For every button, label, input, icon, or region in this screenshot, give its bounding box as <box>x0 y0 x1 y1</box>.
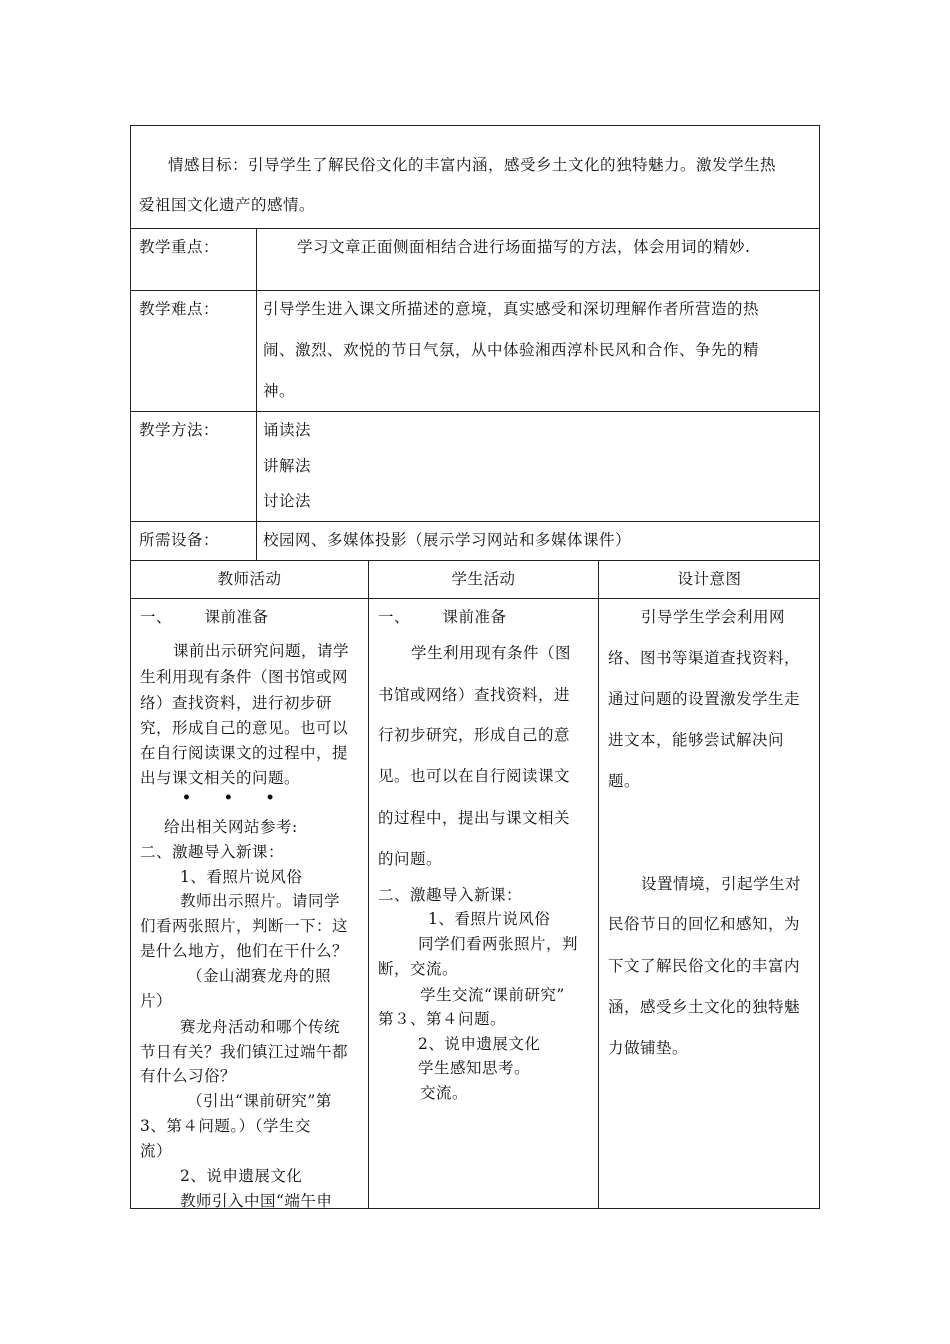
teacher-line: 一、 课前准备 <box>140 608 269 626</box>
teacher-column-divider <box>368 560 369 1209</box>
student-activity-header: 学生活动 <box>451 570 516 588</box>
intent-line: 题。 <box>608 772 641 790</box>
emotion-goal-line-1: 情感目标：引导学生了解民俗文化的丰富内涵，感受乡土文化的独特魅力。激发学生热 <box>168 156 777 174</box>
row-divider <box>130 290 820 291</box>
intent-line: 涵，感受乡土文化的独特魅 <box>608 998 801 1016</box>
key-points-text: 学习文章正面侧面相结合进行场面描写的方法，体会用词的精妙. <box>297 238 751 256</box>
intent-line: 通过问题的设置激发学生走 <box>608 690 801 708</box>
label-column-divider <box>256 228 257 560</box>
teacher-line: 教师引入中国“端午申 <box>180 1192 333 1210</box>
teacher-line: （金山湖赛龙舟的照 <box>187 967 332 985</box>
design-intent-header: 设计意图 <box>677 570 742 588</box>
teacher-line: 在自行阅读课文的过程中，提 <box>140 744 349 762</box>
teacher-line: 络）查找资料，进行初步研 <box>140 694 333 712</box>
teacher-line: 1、看照片说风俗 <box>180 868 303 886</box>
intent-line: 进文本，能够尝试解决问 <box>608 731 785 749</box>
method-discuss: 讨论法 <box>263 492 312 510</box>
student-line: 1、看照片说风俗 <box>428 910 551 928</box>
intent-line: 民俗节日的回忆和感知，为 <box>608 915 801 933</box>
student-line: 行初步研究，形成自己的意 <box>378 726 571 744</box>
teacher-activity-header: 教师活动 <box>217 570 282 588</box>
methods-label: 教学方法： <box>139 421 220 439</box>
teacher-line: 有什么习俗？ <box>140 1067 237 1085</box>
teacher-line: 节日有关？我们镇江过端午都 <box>140 1043 349 1061</box>
teacher-line: 2、说申遗展文化 <box>180 1167 303 1185</box>
row-divider <box>130 560 820 561</box>
teacher-line: 究，形成自己的意见。也可以 <box>140 719 349 737</box>
teacher-line: 生利用现有条件（图书馆或网 <box>140 668 349 686</box>
student-line: 断，交流。 <box>378 960 459 978</box>
difficulties-line-2: 闹、激烈、欢悦的节日气氛，从中体验湘西淳朴民风和合作、争先的精 <box>263 341 760 359</box>
student-line: 见。也可以在自行阅读课文 <box>378 767 571 785</box>
difficulties-line-3: 神。 <box>263 382 296 400</box>
student-line: 学生利用现有条件（图 <box>411 644 572 662</box>
equipment-label: 所需设备： <box>139 531 220 549</box>
teacher-line: 给出相关网站参考: <box>164 818 298 836</box>
intent-line: 络、图书等渠道查找资料， <box>608 649 801 667</box>
row-divider <box>130 228 820 229</box>
row-divider <box>130 521 820 522</box>
teacher-line: 片） <box>140 992 173 1010</box>
intent-line: 下文了解民俗文化的丰富内 <box>608 957 801 975</box>
student-line: 的过程中，提出与课文相关 <box>378 809 571 827</box>
student-line: 同学们看两张照片，判 <box>418 935 579 953</box>
row-divider <box>130 411 820 412</box>
teacher-line: 是什么地方，他们在干什么？ <box>140 942 349 960</box>
student-line: 学生感知思考。 <box>418 1059 531 1077</box>
equipment-text: 校园网、多媒体投影（展示学习网站和多媒体课件） <box>263 531 632 549</box>
student-line: 的问题。 <box>378 850 443 868</box>
teacher-line: 教师出示照片。请同学 <box>180 892 341 910</box>
student-line: 学生交流“课前研究” <box>420 986 565 1004</box>
teacher-line: 课前出示研究问题，请学 <box>173 642 350 660</box>
intent-line: 设置情境，引起学生对 <box>641 875 802 893</box>
student-column-divider <box>598 560 599 1209</box>
student-line: 交流。 <box>420 1084 469 1102</box>
emotion-goal-line-2: 爱祖国文化遗产的感情。 <box>139 196 316 214</box>
ellipsis-dots: • • • <box>182 790 289 806</box>
teacher-line: 二、激趣导入新课： <box>140 843 285 861</box>
student-line: 2、说申遗展文化 <box>418 1035 541 1053</box>
method-lecture: 讲解法 <box>263 457 312 475</box>
teacher-line: 出与课文相关的问题。 <box>140 769 301 787</box>
student-line: 书馆或网络）查找资料，进 <box>378 686 571 704</box>
teacher-line: 3、第４问题。）（学生交 <box>140 1117 311 1135</box>
teacher-line: 流） <box>140 1142 173 1160</box>
intent-line: 引导学生学会利用网 <box>641 608 786 626</box>
student-line: 二、激趣导入新课： <box>378 886 523 904</box>
difficulties-line-1: 引导学生进入课文所描述的意境，真实感受和深切理解作者所营造的热 <box>263 300 760 318</box>
teacher-line: （引出“课前研究”第 <box>187 1092 332 1110</box>
key-points-label: 教学重点： <box>139 238 220 256</box>
teacher-line: 们看两张照片，判断一下：这 <box>140 917 349 935</box>
row-divider <box>130 598 820 599</box>
teacher-line: 赛龙舟活动和哪个传统 <box>180 1018 341 1036</box>
difficulties-label: 教学难点： <box>139 300 220 318</box>
intent-line: 力做铺垫。 <box>608 1039 689 1057</box>
student-line: 第３、第４问题。 <box>378 1010 507 1028</box>
student-line: 一、 课前准备 <box>378 608 507 626</box>
method-recite: 诵读法 <box>263 421 312 439</box>
